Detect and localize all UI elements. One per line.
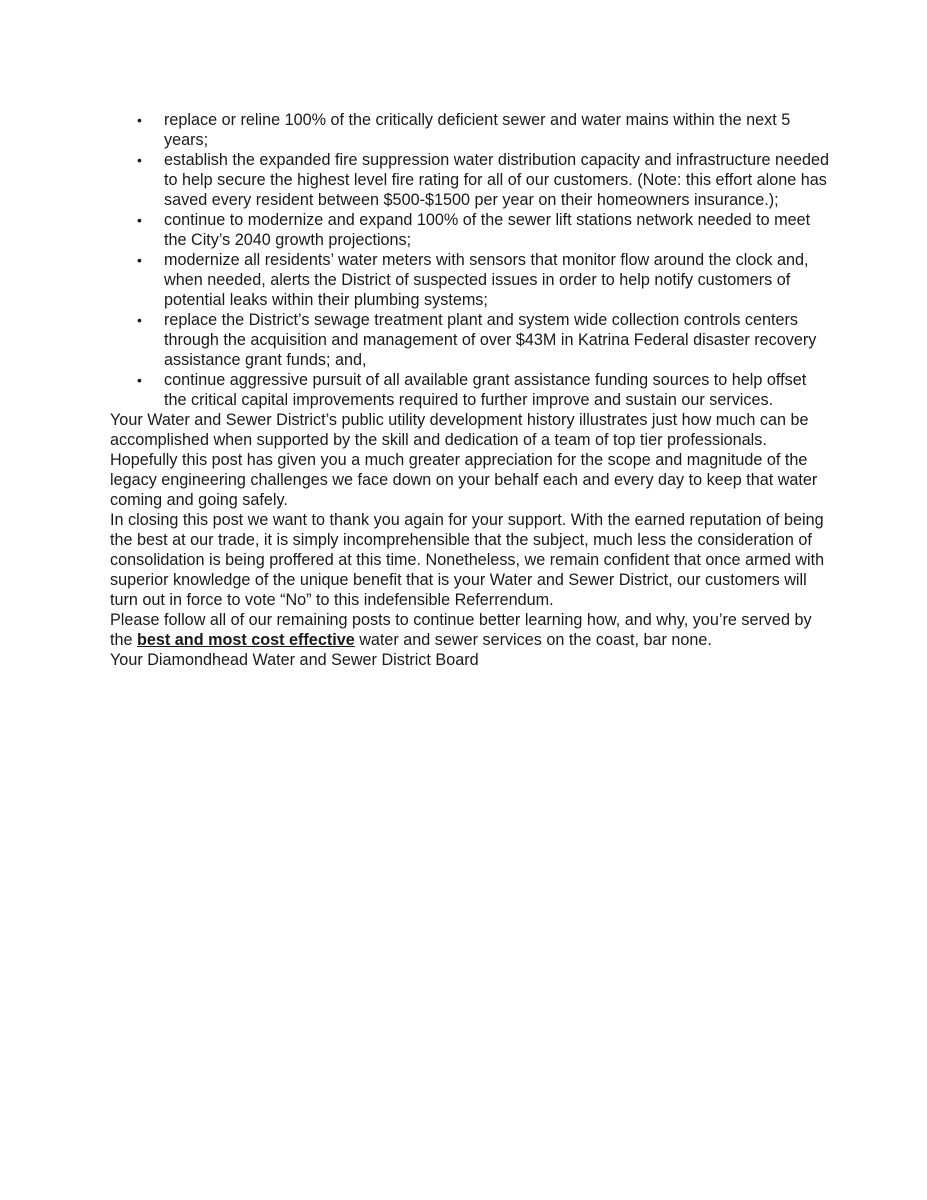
bullet-icon: • (137, 112, 142, 128)
goals-list (110, 110, 830, 410)
bullet-icon: • (137, 372, 142, 388)
list-item-text: modernize all residents’ water meters with sensors that monitor flow around the clock and, when needed, alerts the District of suspected issues in order to help notify customers of potential leaks within their plumbing systems; (164, 251, 809, 309)
follow-paragraph (110, 610, 830, 650)
follow-text-after: water and sewer services on the coast, bar none. (354, 631, 712, 649)
history-paragraph: Your Water and Sewer District’s public utility development history illustrates just how much can be accomplished when supported by the skill and dedication of a team of top tier professionals. Hopefully this post has given you a much greater appreciation for the scope and magnitude of the legacy engineering challenges we face down on your behalf each and every day to keep that water coming and going safely. (110, 411, 818, 509)
bullet-icon: • (137, 152, 142, 168)
signature: Your Diamondhead Water and Sewer District Board (110, 651, 479, 669)
follow-text-before: Please follow all of our remaining posts to continue better learning how, and why, you’re served by the (110, 611, 812, 649)
list-item-text: continue to modernize and expand 100% of the sewer lift stations network needed to meet the City’s 2040 growth projections; (164, 211, 811, 249)
emphasis-text: best and most cost effective (137, 631, 355, 649)
list-item-text: replace or reline 100% of the critically deficient sewer and water mains within the next 5 years; (164, 111, 791, 149)
page-content (110, 110, 830, 670)
bullet-icon: • (137, 312, 142, 328)
list-item (110, 210, 830, 250)
list-item (110, 250, 830, 310)
closing-paragraph: In closing this post we want to thank you again for your support. With the earned reputation of being the best at our trade, it is simply incomprehensible that the subject, much less the consideration of consolidation is being proffered at this time. Nonetheless, we remain confident that once armed with superior knowledge of the unique benefit that is your Water and Sewer District, our customers will turn out in force to vote “No” to this indefensible Referrendum. (110, 511, 825, 609)
list-item (110, 370, 830, 410)
list-item-text: continue aggressive pursuit of all available grant assistance funding sources to help offset the critical capital improvements required to further improve and sustain our services. (164, 371, 807, 409)
list-item (110, 110, 830, 150)
list-item-text: establish the expanded fire suppression water distribution capacity and infrastructure needed to help secure the highest level fire rating for all of our customers. (Note: this effort alone has saved every resident between $500-$1500 per year on their homeowners insurance.); (164, 151, 829, 209)
bullet-icon: • (137, 252, 142, 268)
bullet-icon: • (137, 212, 142, 228)
list-item (110, 310, 830, 370)
list-item (110, 150, 830, 210)
list-item-text: replace the District’s sewage treatment plant and system wide collection controls centers through the acquisition and management of over $43M in Katrina Federal disaster recovery assistance grant funds; and, (164, 311, 817, 369)
